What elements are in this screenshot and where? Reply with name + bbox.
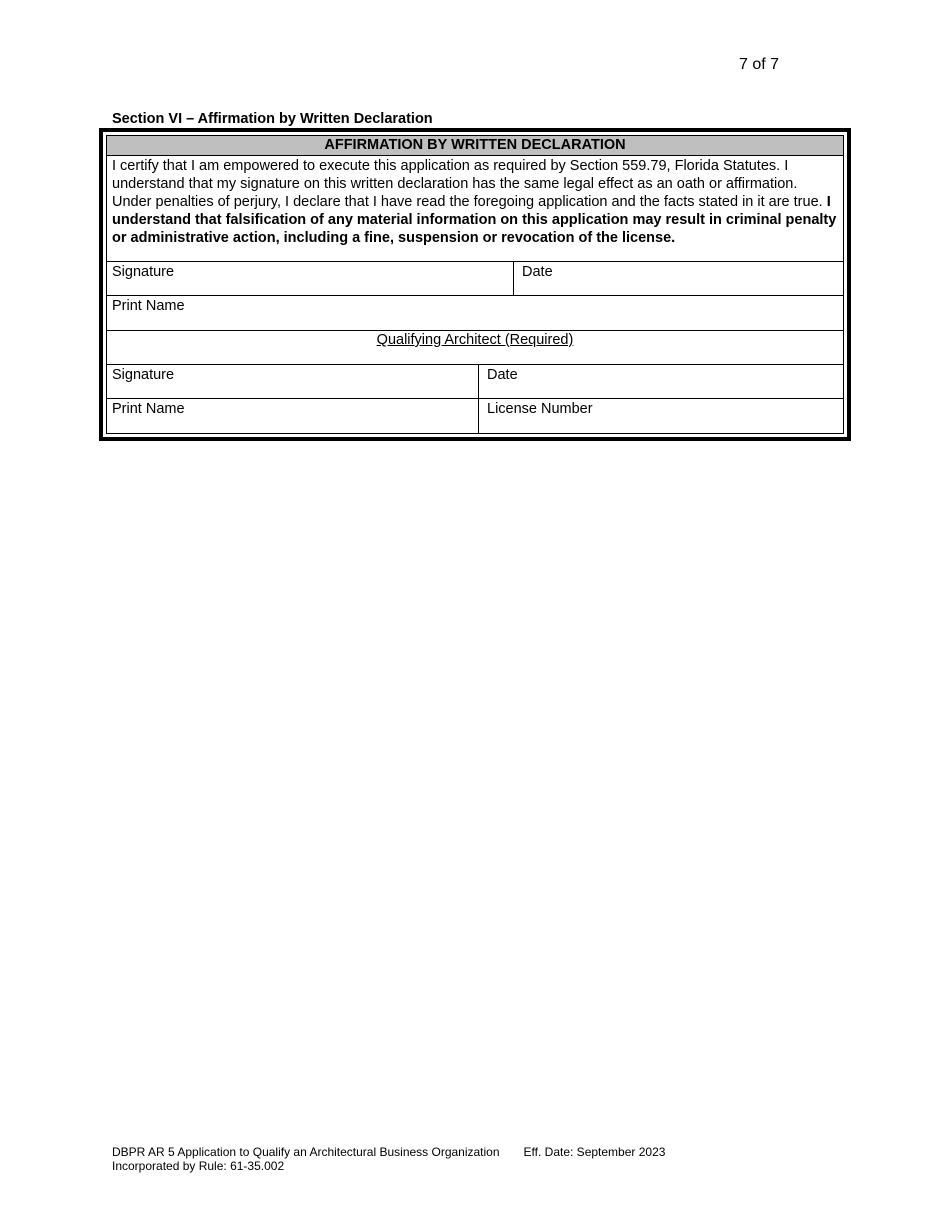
applicant-signature-row (107, 262, 843, 296)
qualifier-print-name-label: Print Name (112, 401, 185, 417)
footer-rule: Incorporated by Rule: 61-35.002 (112, 1159, 285, 1173)
qualifier-name-row (107, 399, 843, 433)
applicant-date-label: Date (522, 264, 553, 280)
footer-effective-date: Eff. Date: September 2023 (523, 1145, 666, 1159)
qualifier-license-number-field[interactable] (478, 399, 843, 433)
qualifier-heading: Qualifying Architect (Required) (376, 332, 574, 348)
footer-line-1 (112, 1145, 665, 1159)
declaration-regular: I certify that I am empowered to execute this application as required by Section 559.79, Florida Statutes. I understand that my signature on this written declaration has the same legal effect as an oath or affirmation. Under penalties of perjury, I declare that I have read the foregoing application and the facts stated in it are true. (112, 158, 827, 210)
affirmation-form (99, 128, 851, 441)
section-title: Section VI – Affirmation by Written Declaration (112, 111, 433, 127)
qualifier-heading-row (107, 331, 843, 365)
page-footer (112, 1145, 665, 1173)
qualifier-signature-field[interactable] (107, 365, 478, 398)
applicant-signature-field[interactable] (107, 262, 513, 295)
qualifier-date-label: Date (487, 367, 518, 383)
applicant-print-name-field[interactable] (107, 296, 843, 330)
applicant-signature-label: Signature (112, 264, 175, 280)
affirmation-form-inner (106, 135, 844, 434)
qualifier-license-number-label: License Number (487, 401, 593, 417)
qualifier-print-name-field[interactable] (107, 399, 478, 433)
form-header: AFFIRMATION BY WRITTEN DECLARATION (107, 136, 843, 156)
qualifier-signature-row (107, 365, 843, 399)
applicant-print-name-row (107, 296, 843, 331)
applicant-print-name-label: Print Name (112, 298, 185, 314)
footer-form-title: DBPR AR 5 Application to Qualify an Architectural Business Organization (112, 1145, 500, 1159)
declaration-bold: I understand that falsification of any material information on this application may result in criminal penalty or administrative action, including a fine, suspension or revocation of the license. (112, 194, 837, 246)
declaration-text (107, 156, 843, 262)
applicant-date-field[interactable] (513, 262, 843, 295)
page-number: 7 of 7 (739, 56, 780, 73)
qualifier-date-field[interactable] (478, 365, 843, 398)
qualifier-signature-label: Signature (112, 367, 175, 383)
